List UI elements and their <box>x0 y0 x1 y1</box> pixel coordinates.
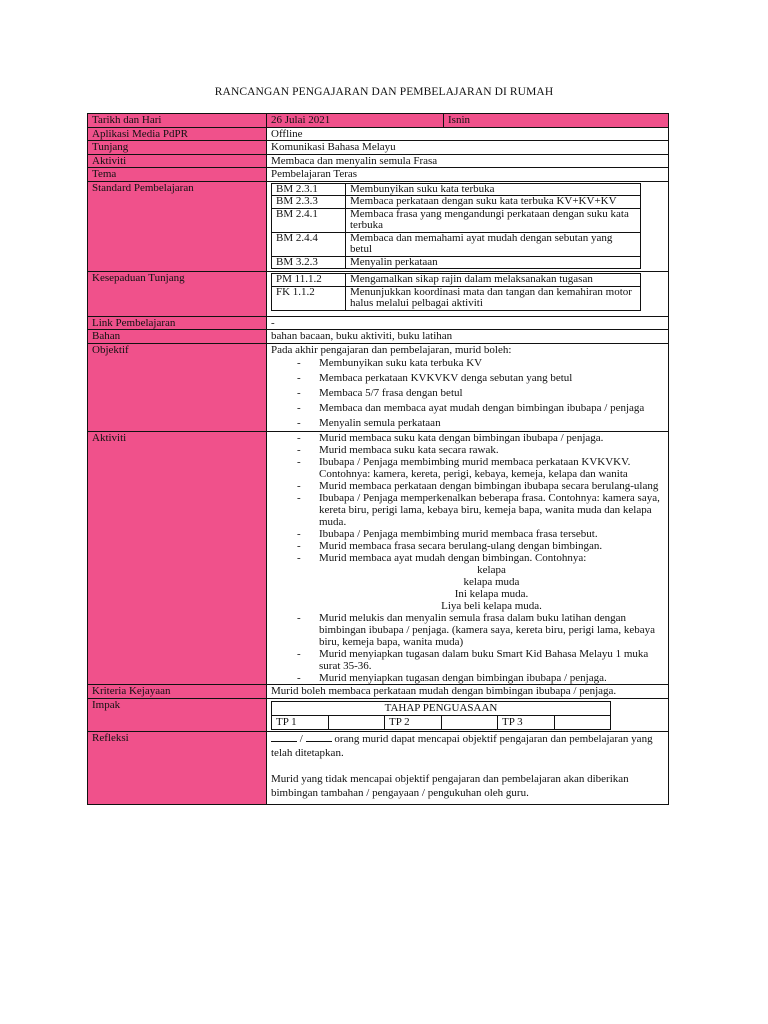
example-line: kelapa <box>477 564 506 576</box>
example-line: Ini kelapa muda. <box>454 588 529 600</box>
list-item: - Murid menyiapkan tugasan dalam buku Smart Kid Bahasa Melayu 1 muka surat 35-36. <box>297 648 664 672</box>
label-refleksi: Refleksi <box>88 731 267 804</box>
list-item: - Ibubapa / Penjaga membimbing murid membaca frasa tersebut. <box>297 528 664 540</box>
row-kesepaduan <box>88 272 669 317</box>
lesson-plan-table <box>87 113 669 805</box>
aktiviti-list-after <box>271 612 664 684</box>
standard-table <box>271 183 641 270</box>
blank-total[interactable] <box>306 732 332 742</box>
slash: / <box>299 732 303 745</box>
list-item: - Murid membaca frasa secara berulang-ulang dengan bimbingan. <box>297 540 664 552</box>
row-objektif <box>88 343 669 432</box>
row-aplikasi <box>88 127 669 141</box>
value-aktiviti-short: Membaca dan menyalin semula Frasa <box>267 154 669 168</box>
list-item: - Murid melukis dan menyalin semula frasa dalam buku latihan dengan bimbingan ibubapa / penjaga. (kamera saya, kereta biru, perigi lama, kebaya biru, kemeja bapa, wanita muda) <box>297 612 664 648</box>
list-item: - Membaca dan membaca ayat mudah dengan bimbingan ibubapa / penjaga <box>297 401 664 416</box>
value-bahan: bahan bacaan, buku aktiviti, buku latihan <box>267 330 669 344</box>
document-title: RANCANGAN PENGAJARAN DAN PEMBELAJARAN DI RUMAH <box>214 86 554 98</box>
row-tema <box>88 168 669 182</box>
list-item: - Murid membaca suku kata dengan bimbingan ibubapa / penjaga. <box>297 432 664 444</box>
list-item: - Ibubapa / Penjaga membimbing murid membaca perkataan KVKVKV. Contohnya: kamera, kereta, perigi, kebaya, kemeja, kelapa dan wanita <box>297 456 664 480</box>
date-value: 26 Julai 2021 <box>267 114 444 127</box>
list-item: - Membaca 5/7 frasa dengan betul <box>297 386 664 401</box>
label-tema: Tema <box>88 168 267 182</box>
list-item: - Ibubapa / Penjaga memperkenalkan beberapa frasa. Contohnya: kamera saya, kereta biru, perigi lama, kebaya biru, kemeja bapa, wanita muda dan kelapa muda. <box>297 492 664 528</box>
kesepaduan-table <box>271 273 641 311</box>
list-item: - Menyalin semula perkataan <box>297 416 664 431</box>
refleksi-line1: orang murid dapat mencapai objektif pengajaran dan pembelajaran yang telah ditetapkan. <box>271 732 653 759</box>
tahap-penguasaan-table <box>271 701 611 730</box>
list-item: - Murid membaca suku kata secara rawak. <box>297 444 664 456</box>
list-item: - Murid membaca ayat mudah dengan bimbingan. Contohnya: <box>297 552 664 564</box>
list-item: - Membunyikan suku kata terbuka KV <box>297 356 664 371</box>
value-link: - <box>267 316 669 330</box>
aktiviti-list <box>271 432 664 564</box>
value-aplikasi: Offline <box>267 127 669 141</box>
tp-box[interactable] <box>441 715 498 729</box>
standard-row: BM 2.4.1 Membaca frasa yang mengandungi perkataan dengan suku kata terbuka <box>272 208 641 232</box>
list-item: - Murid menyiapkan tugasan dengan bimbingan ibubapa / penjaga. <box>297 672 664 684</box>
value-kriteria: Murid boleh membaca perkataan mudah dengan bimbingan ibubapa / penjaga. <box>267 685 669 699</box>
blank-achieved[interactable] <box>271 732 297 742</box>
row-refleksi <box>88 731 669 804</box>
label-aplikasi: Aplikasi Media PdPR <box>88 127 267 141</box>
row-link <box>88 316 669 330</box>
tp-box[interactable] <box>554 715 611 729</box>
label-link: Link Pembelajaran <box>88 316 267 330</box>
kesepaduan-row: FK 1.1.2 Menunjukkan koordinasi mata dan tangan dan kemahiran motor halus melalui pelbagai aktiviti <box>272 286 641 310</box>
label-impak: Impak <box>88 698 267 731</box>
objektif-intro: Pada akhir pengajaran dan pembelajaran, murid boleh: <box>271 343 512 356</box>
value-tema: Pembelajaran Teras <box>267 168 669 182</box>
tp-label: TP 1 <box>272 715 329 729</box>
objektif-list <box>271 356 664 431</box>
kesepaduan-row: PM 11.1.2 Mengamalkan sikap rajin dalam melaksanakan tugasan <box>272 274 641 287</box>
label-aktiviti: Aktiviti <box>88 432 267 685</box>
day-value: Isnin <box>448 114 470 126</box>
standard-row: BM 2.3.3 Membaca perkataan dengan suku kata terbuka KV+KV+KV <box>272 196 641 209</box>
tahap-header: TAHAP PENGUASAAN <box>272 701 611 715</box>
label-kesepaduan: Kesepaduan Tunjang <box>88 272 267 317</box>
label-objektif: Objektif <box>88 343 267 432</box>
row-impak <box>88 698 669 731</box>
label-bahan: Bahan <box>88 330 267 344</box>
row-bahan <box>88 330 669 344</box>
example-line: kelapa muda <box>463 576 520 588</box>
label-aktiviti-short: Aktiviti <box>88 154 267 168</box>
tp-box[interactable] <box>328 715 385 729</box>
tp-label: TP 3 <box>498 715 555 729</box>
standard-row: BM 2.4.4 Membaca dan memahami ayat mudah dengan sebutan yang betul <box>272 232 641 256</box>
value-tunjang: Komunikasi Bahasa Melayu <box>267 141 669 155</box>
row-aktiviti-short <box>88 154 669 168</box>
standard-row: BM 3.2.3 Menyalin perkataan <box>272 256 641 269</box>
row-standard <box>88 181 669 272</box>
row-aktiviti <box>88 432 669 685</box>
row-tunjang <box>88 141 669 155</box>
tp-label: TP 2 <box>385 715 442 729</box>
label-tarikh: Tarikh dan Hari <box>88 114 267 128</box>
label-tunjang: Tunjang <box>88 141 267 155</box>
row-kriteria <box>88 685 669 699</box>
refleksi-line2: Murid yang tidak mencapai objektif pengajaran dan pembelajaran akan diberikan bimbingan tambahan / pengayaan / pengukuhan oleh guru. <box>271 772 629 799</box>
standard-row: BM 2.3.1 Membunyikan suku kata terbuka <box>272 183 641 196</box>
list-item: - Murid membaca perkataan dengan bimbingan ibubapa secara berulang-ulang <box>297 480 664 492</box>
row-tarikh <box>88 114 669 128</box>
example-line: Liya beli kelapa muda. <box>441 600 542 612</box>
label-standard: Standard Pembelajaran <box>88 181 267 272</box>
label-kriteria: Kriteria Kejayaan <box>88 685 267 699</box>
list-item: - Membaca perkataan KVKVKV denga sebutan yang betul <box>297 371 664 386</box>
example-sentences <box>271 564 664 612</box>
